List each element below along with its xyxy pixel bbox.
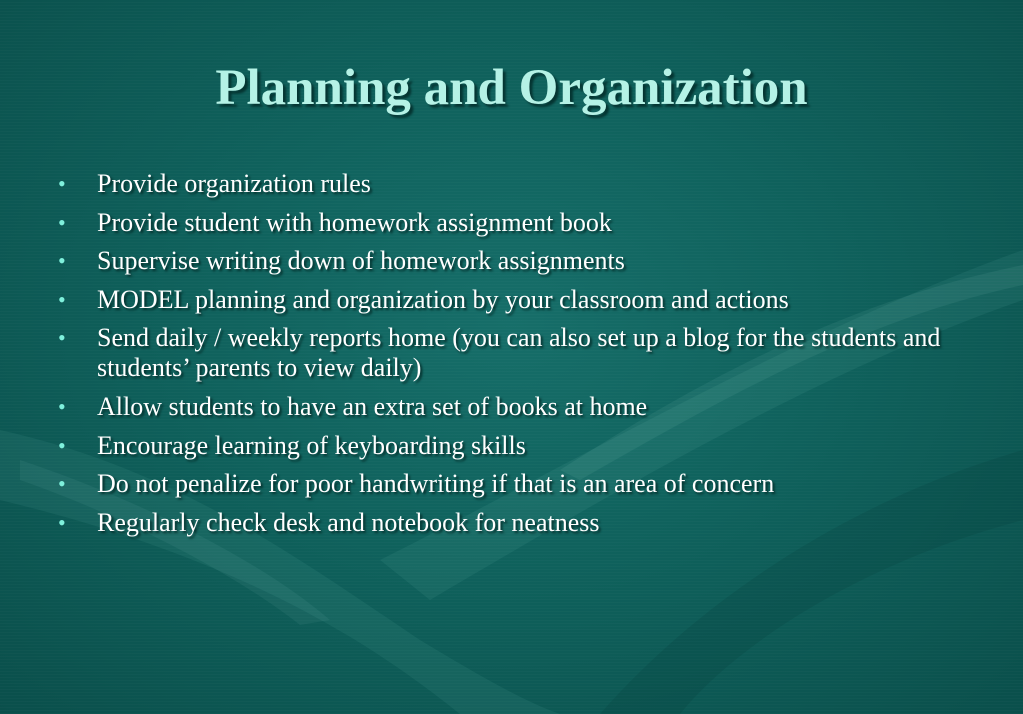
bullet-text: Encourage learning of keyboarding skills: [97, 430, 526, 460]
bullet-icon: •: [58, 432, 66, 458]
bullet-item: [58, 246, 958, 276]
bullet-item: [58, 431, 958, 461]
bullet-item: [58, 169, 958, 199]
bullet-icon: •: [58, 325, 66, 351]
bullet-list: [58, 169, 958, 546]
bullet-icon: •: [58, 248, 66, 274]
bullet-item: [58, 508, 958, 538]
bullet-icon: •: [58, 509, 66, 535]
bullet-icon: •: [58, 471, 66, 497]
bullet-icon: •: [58, 286, 66, 312]
bullet-item: [58, 208, 958, 238]
bullet-text: Do not penalize for poor handwriting if that is an area of concern: [97, 469, 775, 499]
bullet-text: Provide organization rules: [97, 169, 371, 198]
bullet-icon: •: [58, 393, 66, 419]
bullet-item: [58, 469, 958, 499]
slide-title: Planning and Organization: [215, 60, 808, 116]
bullet-text: Regularly check desk and notebook for neatness: [97, 507, 600, 537]
bullet-icon: •: [58, 209, 66, 235]
bullet-item: [58, 323, 958, 383]
bullet-text: Provide student with homework assignment book: [97, 207, 612, 237]
bullet-text: Allow students to have an extra set of books at home: [97, 391, 648, 421]
bullet-text: Supervise writing down of homework assignments: [97, 246, 625, 276]
bullet-icon: •: [58, 171, 66, 196]
bullet-item: [58, 392, 958, 422]
bullet-item: [58, 285, 958, 315]
bullet-text: MODEL planning and organization by your classroom and actions: [97, 284, 789, 314]
bullet-text: Send daily / weekly reports home (you can also set up a blog for the students and students’ parents to view daily): [97, 323, 941, 383]
